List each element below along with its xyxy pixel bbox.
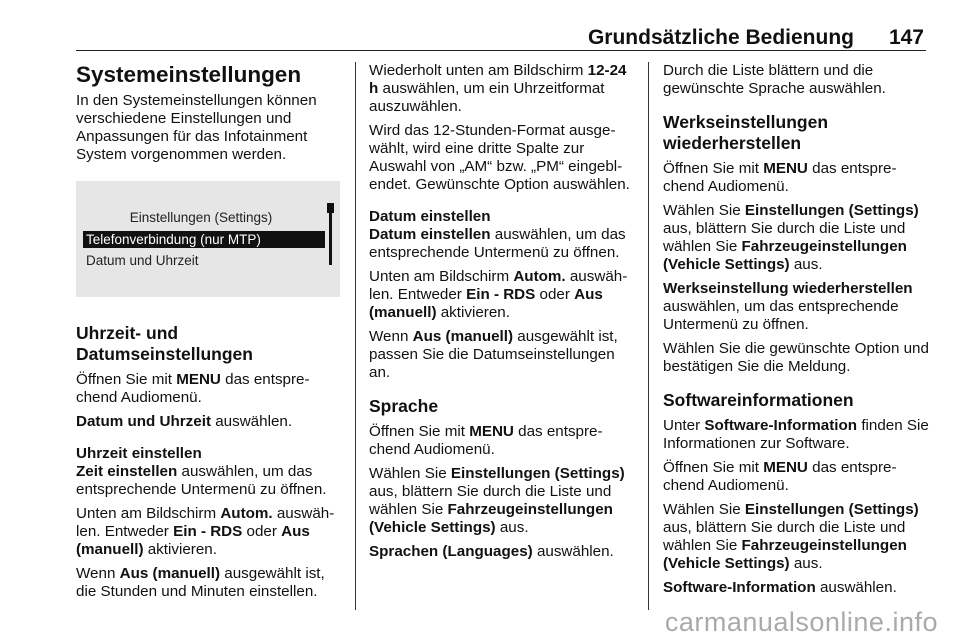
paragraph: Wiederholt unten am Bildschirm 12-24 h auswählen, um ein Uhrzeitformat auszuwählen. [369, 62, 627, 115]
paragraph: Datum einstellen auswählen, um das entsprechende Untermenü zu öffnen. [369, 226, 626, 261]
page-header [76, 22, 926, 51]
heading-set-date: Datum einstellen [369, 208, 491, 225]
screen-title: Einstellungen (Settings) [129, 210, 273, 225]
section-title-system-settings: Systemeinstellungen [76, 62, 302, 87]
heading-set-time: Uhrzeit einstellen [76, 445, 202, 462]
paragraph: Öffnen Sie mit MENU das entsprechend Audiomenü. [76, 371, 310, 406]
column-3 [663, 62, 929, 603]
subsection-title-time-date [76, 323, 344, 365]
paragraph: Durch die Liste blättern und die gewünschte Sprache auswählen. [663, 62, 886, 97]
subsection-title-factory-reset [663, 112, 929, 154]
paragraph: Wenn Aus (manuell) ausgewählt ist, die Stunden und Minuten einstellen. [76, 565, 325, 600]
screen-selected-item: Telefonverbindung (nur MTP) [83, 231, 325, 248]
intro-paragraph: In den Systemeinstellungen können verschiedene Einstellungen und Anpassungen für das Infotainment System vorgenommen werden. [76, 92, 317, 163]
subsection-title-language: Sprache [369, 396, 439, 416]
subsection-title-line2: wiederherstellen [663, 133, 802, 153]
screen-scroll-thumb [327, 203, 334, 213]
paragraph: Wählen Sie Einstellungen (Settings) aus, blättern Sie durch die Liste und wählen Sie Fahrzeugeinstellungen (Vehicle Settings) aus. [663, 501, 919, 572]
paragraph: Unter Software-Information finden Sie Informationen zur Software. [663, 417, 929, 452]
paragraph: Wählen Sie die gewünschte Option und bestätigen Sie die Meldung. [663, 340, 929, 375]
paragraph: Zeit einstellen auswählen, um das entsprechende Untermenü zu öffnen. [76, 463, 327, 498]
column-divider-1 [355, 62, 356, 610]
paragraph: Unten am Bildschirm Autom. auswählen. Entweder Ein - RDS oder Aus (manuell) aktivieren. [369, 268, 628, 321]
paragraph: Wird das 12-Stunden-Format ausgewählt, wird eine dritte Spalte zur Auswahl von „AM“ bzw. „PM“ eingeblendet. Gewünschte Option auswählen. [369, 122, 630, 193]
paragraph: Unten am Bildschirm Autom. auswählen. Entweder Ein - RDS oder Aus (manuell) aktivieren. [76, 505, 335, 558]
paragraph: Datum und Uhrzeit auswählen. [76, 413, 293, 430]
subsection-title-line1: Werkseinstellungen [663, 112, 829, 132]
screen-list-item: Datum und Uhrzeit [86, 253, 199, 268]
settings-screen-illustration [76, 181, 340, 297]
paragraph: Öffnen Sie mit MENU das entsprechend Audiomenü. [663, 160, 897, 195]
paragraph: Wählen Sie Einstellungen (Settings) aus, blättern Sie durch die Liste und wählen Sie Fahrzeugeinstellungen (Vehicle Settings) aus. [369, 465, 625, 536]
column-divider-2 [648, 62, 649, 610]
column-2 [369, 62, 635, 567]
subsection-title-software-info: Softwareinformationen [663, 390, 854, 410]
column-1 [76, 62, 344, 607]
paragraph: Öffnen Sie mit MENU das entsprechend Audiomenü. [663, 459, 897, 494]
paragraph: Wenn Aus (manuell) ausgewählt ist, passen Sie die Datumseinstellungen an. [369, 328, 618, 381]
subsection-title-line2: Datumseinstellungen [76, 344, 253, 364]
paragraph: Öffnen Sie mit MENU das entsprechend Audiomenü. [369, 423, 603, 458]
page-number: 147 [888, 26, 924, 49]
subsection-title-line1: Uhrzeit- und [76, 323, 179, 343]
watermark: carmanualsonline.info [664, 607, 938, 637]
header-title: Grundsätzliche Bedienung [587, 26, 854, 49]
paragraph: Wählen Sie Einstellungen (Settings) aus, blättern Sie durch die Liste und wählen Sie Fahrzeugeinstellungen (Vehicle Settings) aus. [663, 202, 919, 273]
paragraph: Sprachen (Languages) auswählen. [369, 543, 614, 560]
paragraph: Werkseinstellung wiederherstellen auswählen, um das entsprechende Untermenü zu öffnen. [663, 280, 913, 333]
paragraph: Software-Information auswählen. [663, 579, 897, 596]
